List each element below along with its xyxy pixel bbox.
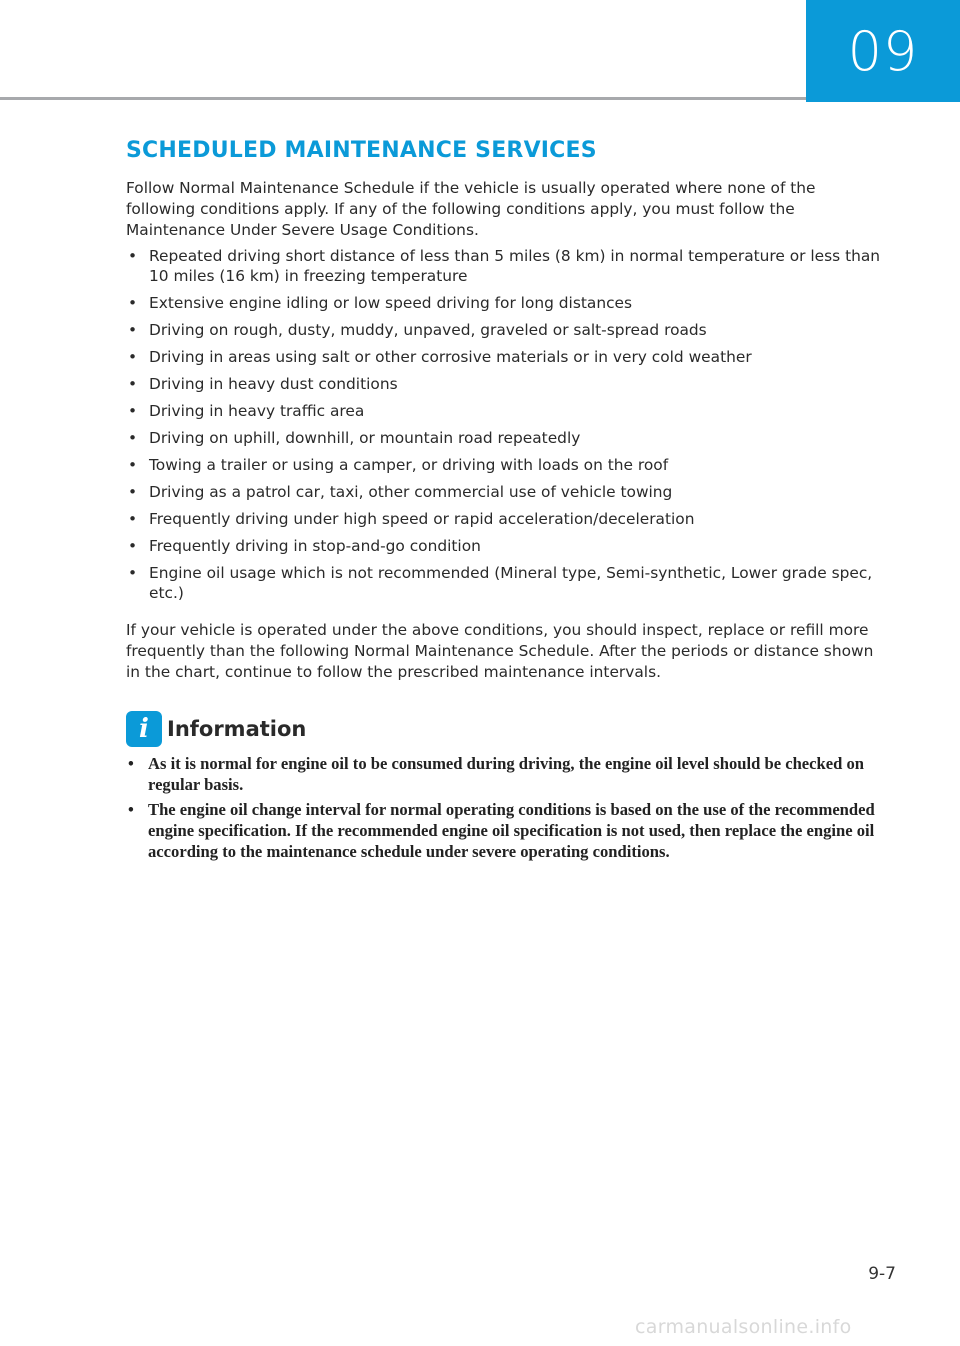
information-list — [126, 753, 888, 862]
bullet-icon: • — [128, 402, 138, 420]
condition-text: Driving on uphill, downhill, or mountain road repeatedly — [149, 429, 581, 447]
information-text: As it is normal for engine oil to be consumed during driving, the engine oil level should be checked on regular basis. — [148, 754, 865, 794]
bullet-icon: • — [128, 510, 138, 528]
header-rule — [0, 97, 806, 100]
information-title: Information — [167, 717, 307, 741]
information-text: The engine oil change interval for normal operating conditions is based on the use of the recommended engine specification. If the recommended engine oil specification is not used, then replace the engine oil according to the maintenance schedule under severe operating conditions. — [148, 800, 875, 861]
information-box — [126, 709, 888, 862]
bullet-icon: • — [128, 754, 134, 773]
list-item — [126, 455, 888, 475]
intro-paragraph: Follow Normal Maintenance Schedule if the vehicle is usually operated where none of the following conditions apply. If any of the following conditions apply, you must follow the Maintenance Under Severe Usage Conditions. — [126, 179, 816, 239]
condition-text: Driving in heavy traffic area — [149, 402, 365, 420]
list-item — [126, 482, 888, 502]
conditions-list — [126, 246, 888, 603]
condition-text: Driving in areas using salt or other corrosive materials or in very cold weather — [149, 348, 752, 366]
condition-text: Towing a trailer or using a camper, or driving with loads on the roof — [149, 456, 669, 474]
bullet-icon: • — [128, 537, 138, 555]
list-item — [126, 246, 888, 286]
condition-text: Extensive engine idling or low speed driving for long distances — [149, 294, 633, 312]
list-item — [126, 374, 888, 394]
bullet-icon: • — [128, 456, 138, 474]
condition-text: Driving in heavy dust conditions — [149, 375, 398, 393]
information-header — [126, 709, 888, 749]
list-item — [126, 347, 888, 367]
condition-text: Frequently driving under high speed or rapid acceleration/deceleration — [149, 510, 695, 528]
list-item — [126, 320, 888, 340]
list-item — [126, 563, 888, 603]
section-title: SCHEDULED MAINTENANCE SERVICES — [126, 138, 597, 163]
condition-text: Driving on rough, dusty, muddy, unpaved, graveled or salt-spread roads — [149, 321, 707, 339]
outro-paragraph: If your vehicle is operated under the above conditions, you should inspect, replace or refill more frequently than the following Normal Maintenance Schedule. After the periods or distance shown in the chart, continue to follow the prescribed maintenance intervals. — [126, 621, 874, 681]
bullet-icon: • — [128, 800, 134, 819]
condition-text: Engine oil usage which is not recommended (Mineral type, Semi-synthetic, Lower grade spec, etc.) — [149, 564, 873, 602]
list-item — [126, 509, 888, 529]
bullet-icon: • — [128, 247, 138, 265]
bullet-icon: • — [128, 321, 138, 339]
list-item — [126, 536, 888, 556]
main-content — [126, 134, 888, 866]
watermark: carmanualsonline.info — [635, 1316, 852, 1338]
condition-text: Driving as a patrol car, taxi, other commercial use of vehicle towing — [149, 483, 673, 501]
page-number: 9-7 — [868, 1264, 896, 1284]
bullet-icon: • — [128, 294, 138, 312]
condition-text: Frequently driving in stop-and-go condition — [149, 537, 481, 555]
bullet-icon: • — [128, 429, 138, 447]
list-item — [126, 428, 888, 448]
bullet-icon: • — [128, 483, 138, 501]
bullet-icon: • — [128, 348, 138, 366]
chapter-tab — [806, 0, 960, 102]
condition-text: Repeated driving short distance of less than 5 miles (8 km) in normal temperature or less than 10 miles (16 km) in freezing temperature — [149, 247, 881, 285]
list-item — [126, 401, 888, 421]
bullet-icon: • — [128, 375, 138, 393]
bullet-icon: • — [128, 564, 138, 582]
list-item — [126, 293, 888, 313]
list-item — [126, 753, 888, 795]
list-item — [126, 799, 888, 862]
chapter-number: 09 — [847, 19, 919, 83]
info-icon: i — [126, 711, 162, 747]
